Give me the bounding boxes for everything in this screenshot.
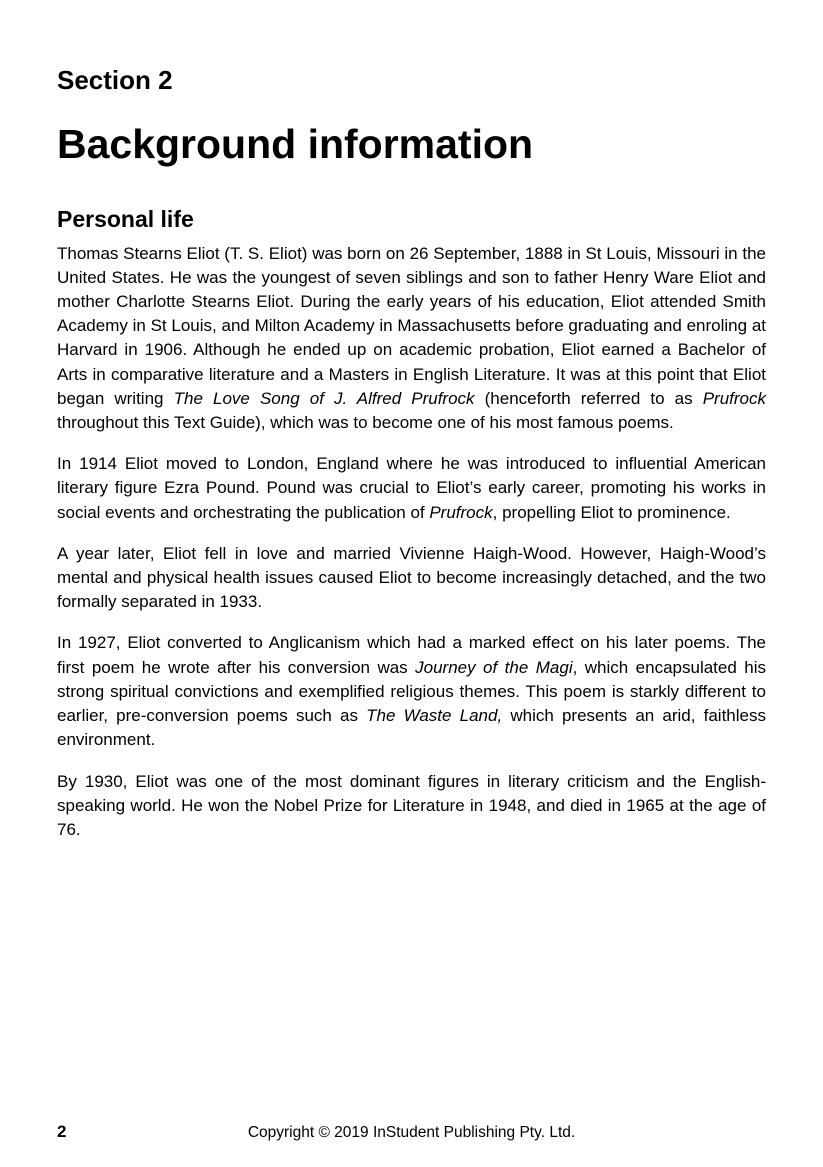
copyright-line: Copyright © 2019 InStudent Publishing Pty. Ltd. bbox=[247, 1124, 576, 1141]
page-content bbox=[57, 66, 766, 859]
page-number: 2 bbox=[57, 1122, 67, 1141]
page-footer bbox=[57, 1122, 766, 1146]
paragraph-5: By 1930, Eliot was one of the most dominant figures in literary criticism and the English-speaking world. He won the Nobel Prize for Literature in 1948, and died in 1965 at the age of 76. bbox=[57, 771, 766, 839]
paragraph-3: A year later, Eliot fell in love and married Vivienne Haigh-Wood. However, Haigh-Wood’s mental and physical health issues caused Eliot to become increasingly detached, and the two formally separated in 1933. bbox=[57, 543, 766, 612]
section-label: Section 2 bbox=[57, 65, 173, 95]
paragraph-4: In 1927, Eliot converted to Anglicanism which had a marked effect on his later poems. The first poem he wrote after his conversion was Journey of the Magi, which encapsulated his strong spiritual convictions and exemplified religious themes. This poem is starkly different to earlier, pre-conversion poems such as The Waste Land, which presents an arid, faithless environment. bbox=[57, 633, 766, 750]
subheading-personal-life: Personal life bbox=[57, 205, 194, 232]
page-title: Background information bbox=[57, 120, 534, 167]
paragraph-2: In 1914 Eliot moved to London, England where he was introduced to influential American literary figure Ezra Pound. Pound was crucial to Eliot’s early career, promoting his works in social events and orchestrating the publication of Prufrock, propelling Eliot to prominence. bbox=[57, 454, 766, 522]
paragraph-1: Thomas Stearns Eliot (T. S. Eliot) was born on 26 September, 1888 in St Louis, Missouri in the United States. He was the youngest of seven siblings and son to father Henry Ware Eliot and mother Charlotte Stearns Eliot. During the early years of his education, Eliot attended Smith Academy in St Louis, and Milton Academy in Massachusetts before graduating and enroling at Harvard in 1906. Although he ended up on academic probation, Eliot earned a Bachelor of Arts in comparative literature and a Masters in English Literature. It was at this point that Eliot began writing The Love Song of J. Alfred Prufrock (henceforth referred to as Prufrock throughout this Text Guide), which was to become one of his most famous poems. bbox=[57, 243, 766, 433]
body-copy bbox=[57, 242, 766, 842]
